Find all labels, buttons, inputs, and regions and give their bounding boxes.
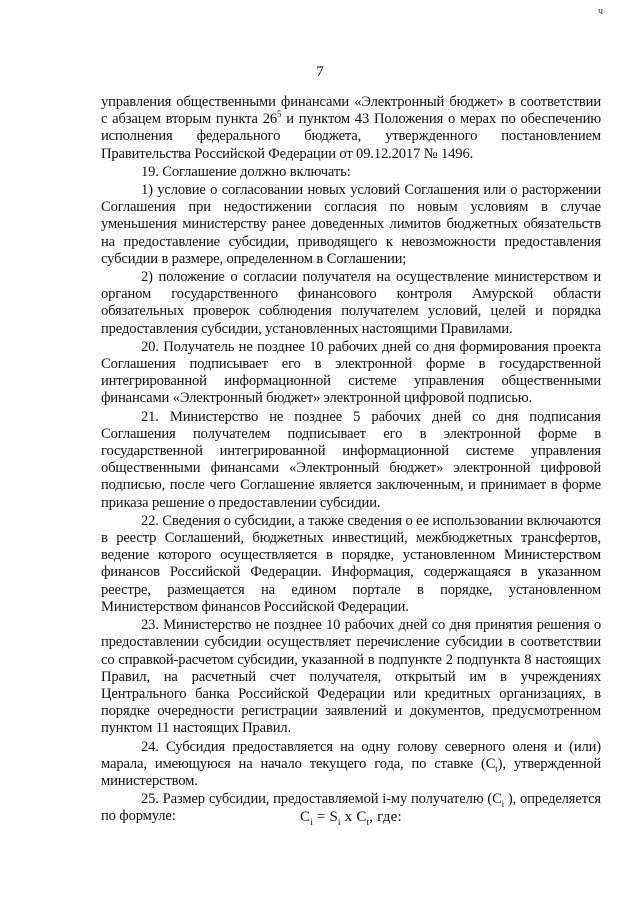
- paragraph-22: 22. Сведения о субсидии, а также сведения о ее использовании включаются в реестр Соглашений, бюджетных инвестиций, межбюджетных трансфертов, ведение которого осуществляется в порядке, установленном Министерством финансов Российской Федерации. Информация, содержащаяся в указанном реестре, размещается на едином портале в порядке, установленном Министерством финансов Российской Федерации.: [101, 512, 601, 615]
- paragraph-19-1: 1) условие о согласовании новых условий Соглашения или о расторжении Соглашения при недостижении согласия по новым условиям в случае уменьшения министерству ранее доведенных лимитов бюджетных обязательств на предоставление субсидии, приводящего к невозможности предоставления субсидии в размере, определенном в Соглашении;: [101, 182, 601, 267]
- paragraph-21: 21. Министерство не позднее 5 рабочих дней со дня подписания Соглашения получателем подписывает его в электронной форме в государственной интегрированной информационной системе управления общественными финансами «Электронный бюджет» электронной цифровой подписью, после чего Соглашение является заключенным, и принимает в форме приказа решение о предоставлении субсидии.: [101, 408, 601, 511]
- paragraph-24: 24. Субсидия предоставляется на одну голову северного оленя и (или) марала, имеющуюся на начало текущего года, по ставке $(С_t)$, утвержденной министерством.: [101, 738, 602, 789]
- paragraph-23: 23. Министерство не позднее 10 рабочих дней со дня принятия решения о предоставлении субсидии осуществляет перечисление субсидии в соответствии со справкой-расчетом субсидии, указанной в подпункте 2 подпункта 8 настоящих Правил, на расчетный счет получателя, открытый им в учреждениях Центрального банка Российской Федерации или кредитных организациях, в порядке очередности регистрации заявлений и документов, предусмотренном пунктом 11 настоящих Правил.: [101, 617, 601, 737]
- paragraph-19: 19. Соглашение должно включать:: [141, 163, 351, 180]
- corner-mark: ч: [598, 6, 604, 17]
- page-number: 7: [316, 64, 324, 80]
- paragraph-19-2: 2) положение о согласии получателя на осуществление министерством и органом государственного финансового контроля Амурской области обязательных проверок соблюдения получателем условий, целей и порядка предоставления субсидии, установленных настоящими Правилами.: [101, 269, 601, 337]
- paragraph-continuation: управления общественными финансами «Электронный бюджет» в соответствии с абзацем вторым пункта $26^5$ и пунктом 43 Положения о мерах по обеспечению исполнения федерального бюджета, утвержденного постановлением Правительства Российской Федерации от 09.12.2017 № 1496.: [101, 94, 601, 162]
- document-body: [101, 94, 601, 827]
- paragraph-20: 20. Получатель не позднее 10 рабочих дней со дня формирования проекта Соглашения подписывает его в электронной форме в государственной интегрированной информационной системе управления общественными финансами «Электронный бюджет» электронной цифровой подписью.: [101, 338, 601, 407]
- formula: $С_i = S_i$ x $С_t$, где:: [300, 809, 402, 827]
- paragraph-25: 25. Размер субсидии, предоставляемой i-му получателю ($С_i$ ), определяется по формуле:: [101, 791, 601, 825]
